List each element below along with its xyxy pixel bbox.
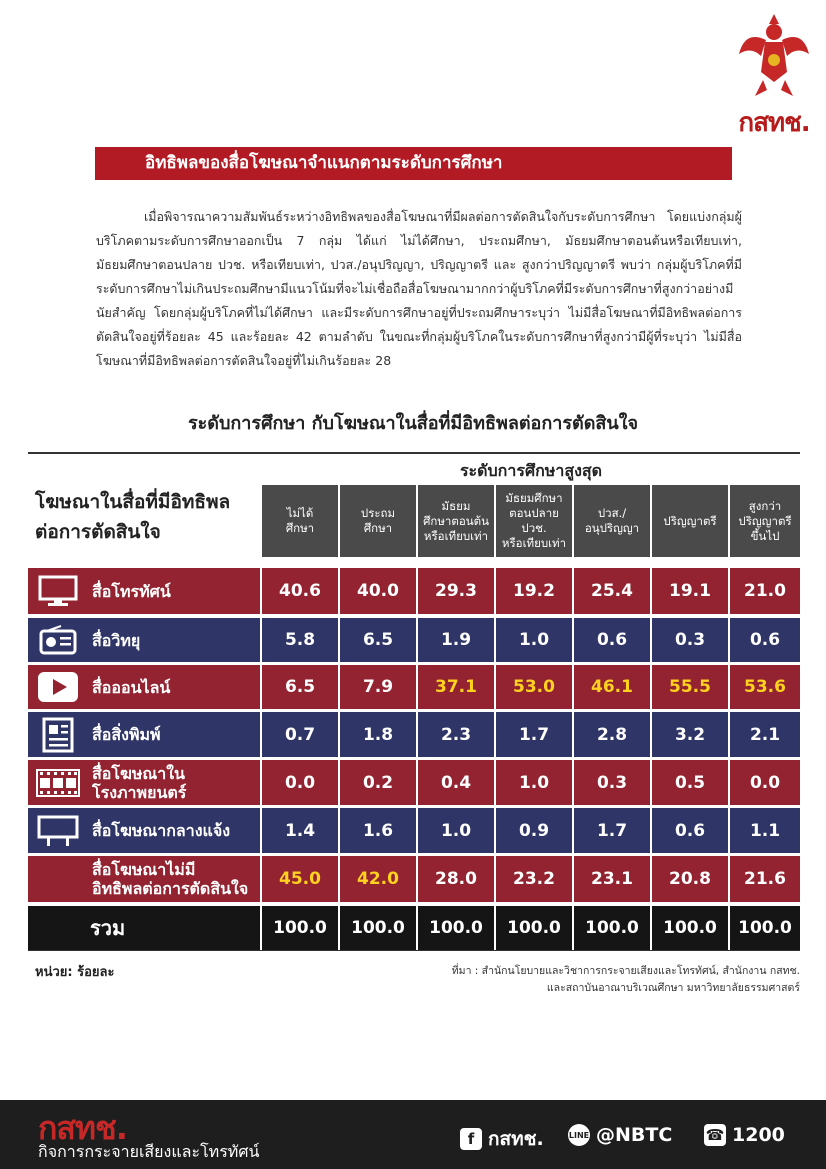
line-handle: @NBTC xyxy=(596,1124,673,1146)
table-cell: 0.4 xyxy=(440,772,472,793)
table-cell: 1.7 xyxy=(596,820,628,841)
phone-link[interactable] xyxy=(704,1124,785,1146)
column-header: มัธยมศึกษา ตอนปลาย ปวช. หรือเทียบเท่า xyxy=(496,485,572,557)
radio-icon xyxy=(34,625,82,655)
table-cell: 5.8 xyxy=(284,630,316,650)
column-header: มัธยม ศึกษาตอนต้น หรือเทียบเท่า xyxy=(418,485,494,557)
table-top-rule xyxy=(28,452,800,454)
row-label-text: สื่อโฆษณาไม่มี อิทธิพลต่อการตัดสินใจ xyxy=(92,860,249,898)
table-row xyxy=(28,712,800,757)
garuda-emblem-icon xyxy=(735,10,813,100)
unit-note: หน่วย: ร้อยละ xyxy=(35,965,115,980)
row-label-text: สื่อโฆษณาใน โรงภาพยนตร์ xyxy=(92,763,187,802)
table-cell: 1.1 xyxy=(749,820,781,841)
row-label xyxy=(28,568,260,614)
row-label-text: สื่อโฆษณากลางแจ้ง xyxy=(92,821,231,840)
source-note: ที่มา : สำนักนโยบายและวิชาการกระจายเสียงและโทรทัศน์, สำนักงาน กสทช. และสถาบันอาณาบริเวณศึกษา มหาวิทยาลัยธรรมศาสตร์ xyxy=(451,965,800,994)
line-link[interactable] xyxy=(568,1124,672,1146)
newspaper-icon xyxy=(34,717,82,753)
table-cell: 53.0 xyxy=(513,677,555,697)
table-cell: 6.5 xyxy=(284,677,316,697)
table-cell: 100.0 xyxy=(273,918,327,938)
table-cell: 0.5 xyxy=(674,772,706,793)
table-row xyxy=(28,906,800,950)
table-cell: 100.0 xyxy=(507,918,561,938)
table-cell: 19.1 xyxy=(669,581,711,601)
table-title: ระดับการศึกษา กับโฆษณาในสื่อที่มีอิทธิพลต่อการตัดสินใจ xyxy=(187,413,639,434)
row-label-text: รวม xyxy=(90,915,126,940)
table-cell: 46.1 xyxy=(591,677,633,697)
table-cell: 1.9 xyxy=(440,630,472,650)
intro-paragraph: เมื่อพิจารณาความสัมพันธ์ระหว่างอิทธิพลของสื่อโฆษณาที่มีผลต่อการตัดสินใจกับระดับการศึกษา โดยแบ่งกลุ่มผู้บริโภคตามระดับการศึกษาออกเป็น 7 กลุ่ม ได้แก่ ไม่ได้ศึกษา, ประถมศึกษา, มัธยมศึกษาตอนต้นหรือเทียบเท่า, มัธยมศึกษาตอนปลาย ปวช. หรือเทียบเท่า, ปวส./อนุปริญญา, ปริญญาตรี และ สูงกว่าปริญญาตรี พบว่า กลุ่มผู้บริโภคที่มีระดับการศึกษาไม่เกินประถมศึกษามีแนวโน้มที่จะไม่เชื่อถือสื่อโฆษณามากกว่าผู้บริโภคที่มีระดับการศึกษาที่สูงกว่าอย่างมีนัยสำคัญ โดยกลุ่มผู้บริโภคที่ไม่ได้ศึกษา และมีระดับการศึกษาอยู่ที่ประถมศึกษาระบุว่า ไม่มีสื่อโฆษณาที่มีอิทธิพลต่อการตัดสินใจอยู่ที่ร้อยละ 45 และร้อยละ 42 ตามลำดับ ในขณะที่กลุ่มผู้บริโภคในระดับการศึกษาที่สูงกว่ามีผู้ที่ระบุว่า ไม่มีสื่อโฆษณาที่มีอิทธิพลต่อการตัดสินใจอยู่ที่ไม่เกินร้อยละ 28 xyxy=(96,209,742,368)
table-cell: 37.1 xyxy=(435,677,477,697)
table-cell: 55.5 xyxy=(669,677,711,697)
footer-org: กิจการกระจายเสียงและโทรทัศน์ xyxy=(38,1142,260,1161)
tv-icon xyxy=(34,575,82,607)
table-cell: 2.3 xyxy=(440,724,472,745)
phone-icon: ☎ xyxy=(705,1126,725,1144)
table-cell: 19.2 xyxy=(513,581,555,601)
table-cell: 1.0 xyxy=(518,630,550,650)
table-row xyxy=(28,618,800,662)
table-cell: 29.3 xyxy=(435,581,477,601)
table-bottom-rule xyxy=(28,950,800,951)
table-cell: 21.0 xyxy=(744,581,786,601)
table-cell: 0.0 xyxy=(749,772,781,793)
table-cell: 100.0 xyxy=(351,918,405,938)
table-cell: 40.6 xyxy=(279,581,321,601)
row-label xyxy=(28,808,260,853)
table-cell: 3.2 xyxy=(674,724,706,745)
table-row xyxy=(28,856,800,902)
row-label xyxy=(28,856,260,902)
row-label-text: สื่อโทรทัศน์ xyxy=(92,581,171,601)
table-cell: 1.0 xyxy=(440,820,472,841)
table-cell: 0.6 xyxy=(749,630,781,650)
table-cell: 1.4 xyxy=(284,820,316,841)
table-cell: 1.6 xyxy=(362,820,394,841)
column-header: ปวส./ อนุปริญญา xyxy=(574,485,650,557)
row-label xyxy=(28,760,260,805)
row-label-text: สื่อวิทยุ xyxy=(92,630,141,650)
column-header: สูงกว่า ปริญญาตรี ขึ้นไป xyxy=(730,485,800,557)
table-cell: 23.1 xyxy=(591,869,633,889)
row-header: โฆษณาในสื่อที่มีอิทธิพล ต่อการตัดสินใจ xyxy=(35,491,231,543)
table-cell: 23.2 xyxy=(513,869,555,889)
table-cell: 0.9 xyxy=(518,820,550,841)
table-cell: 40.0 xyxy=(357,581,399,601)
table-cell: 7.9 xyxy=(362,677,394,697)
table-cell: 100.0 xyxy=(738,918,792,938)
table-row xyxy=(28,808,800,853)
facebook-link[interactable] xyxy=(460,1124,544,1154)
table-cell: 42.0 xyxy=(357,869,399,889)
film-icon xyxy=(34,769,82,797)
column-header: ปริญญาตรี xyxy=(652,485,728,557)
row-label xyxy=(28,906,260,950)
table-cell: 28.0 xyxy=(435,869,477,889)
facebook-handle: กสทช. xyxy=(488,1128,544,1150)
table-cell: 0.6 xyxy=(596,630,628,650)
billboard-icon xyxy=(34,815,82,847)
row-label xyxy=(28,665,260,709)
table-cell: 0.0 xyxy=(284,772,316,793)
table-row xyxy=(28,760,800,805)
phone-number: 1200 xyxy=(732,1124,785,1146)
garuda-logo xyxy=(735,10,813,138)
table-cell: 1.7 xyxy=(518,724,550,745)
row-label xyxy=(28,712,260,757)
row-label xyxy=(28,618,260,662)
play-icon xyxy=(34,671,82,703)
column-header: ประถม ศึกษา xyxy=(340,485,416,557)
table-cell: 100.0 xyxy=(585,918,639,938)
table-row xyxy=(28,665,800,709)
section-title: อิทธิพลของสื่อโฆษณาจำแนกตามระดับการศึกษา xyxy=(95,147,732,180)
table-cell: 1.8 xyxy=(362,724,394,745)
row-label-text: สื่อออนไลน์ xyxy=(92,677,171,697)
facebook-icon: f xyxy=(460,1128,482,1150)
table-cell: 100.0 xyxy=(663,918,717,938)
table-cell: 25.4 xyxy=(591,581,633,601)
column-group-header: ระดับการศึกษาสูงสุด xyxy=(459,461,603,480)
footer-brand: กสทช. xyxy=(38,1109,127,1147)
table-cell: 100.0 xyxy=(429,918,483,938)
table-cell: 0.6 xyxy=(674,820,706,841)
line-icon: LINE xyxy=(568,1124,590,1146)
table-cell: 0.2 xyxy=(362,772,394,793)
table-cell: 6.5 xyxy=(362,630,394,650)
table-cell: 2.8 xyxy=(596,724,628,745)
row-label-text: สื่อสิ่งพิมพ์ xyxy=(92,725,161,744)
table-cell: 53.6 xyxy=(744,677,786,697)
table-cell: 2.1 xyxy=(749,724,781,745)
table-cell: 0.3 xyxy=(674,630,706,650)
table-cell: 21.6 xyxy=(744,869,786,889)
table-cell: 20.8 xyxy=(669,869,711,889)
table-cell: 0.3 xyxy=(596,772,628,793)
table-cell: 45.0 xyxy=(279,869,321,889)
logo-text: กสทช. xyxy=(738,108,810,138)
table-cell: 1.0 xyxy=(518,772,550,793)
table-cell: 0.7 xyxy=(284,724,316,745)
column-header: ไม่ได้ ศึกษา xyxy=(262,485,338,557)
table-row xyxy=(28,568,800,614)
